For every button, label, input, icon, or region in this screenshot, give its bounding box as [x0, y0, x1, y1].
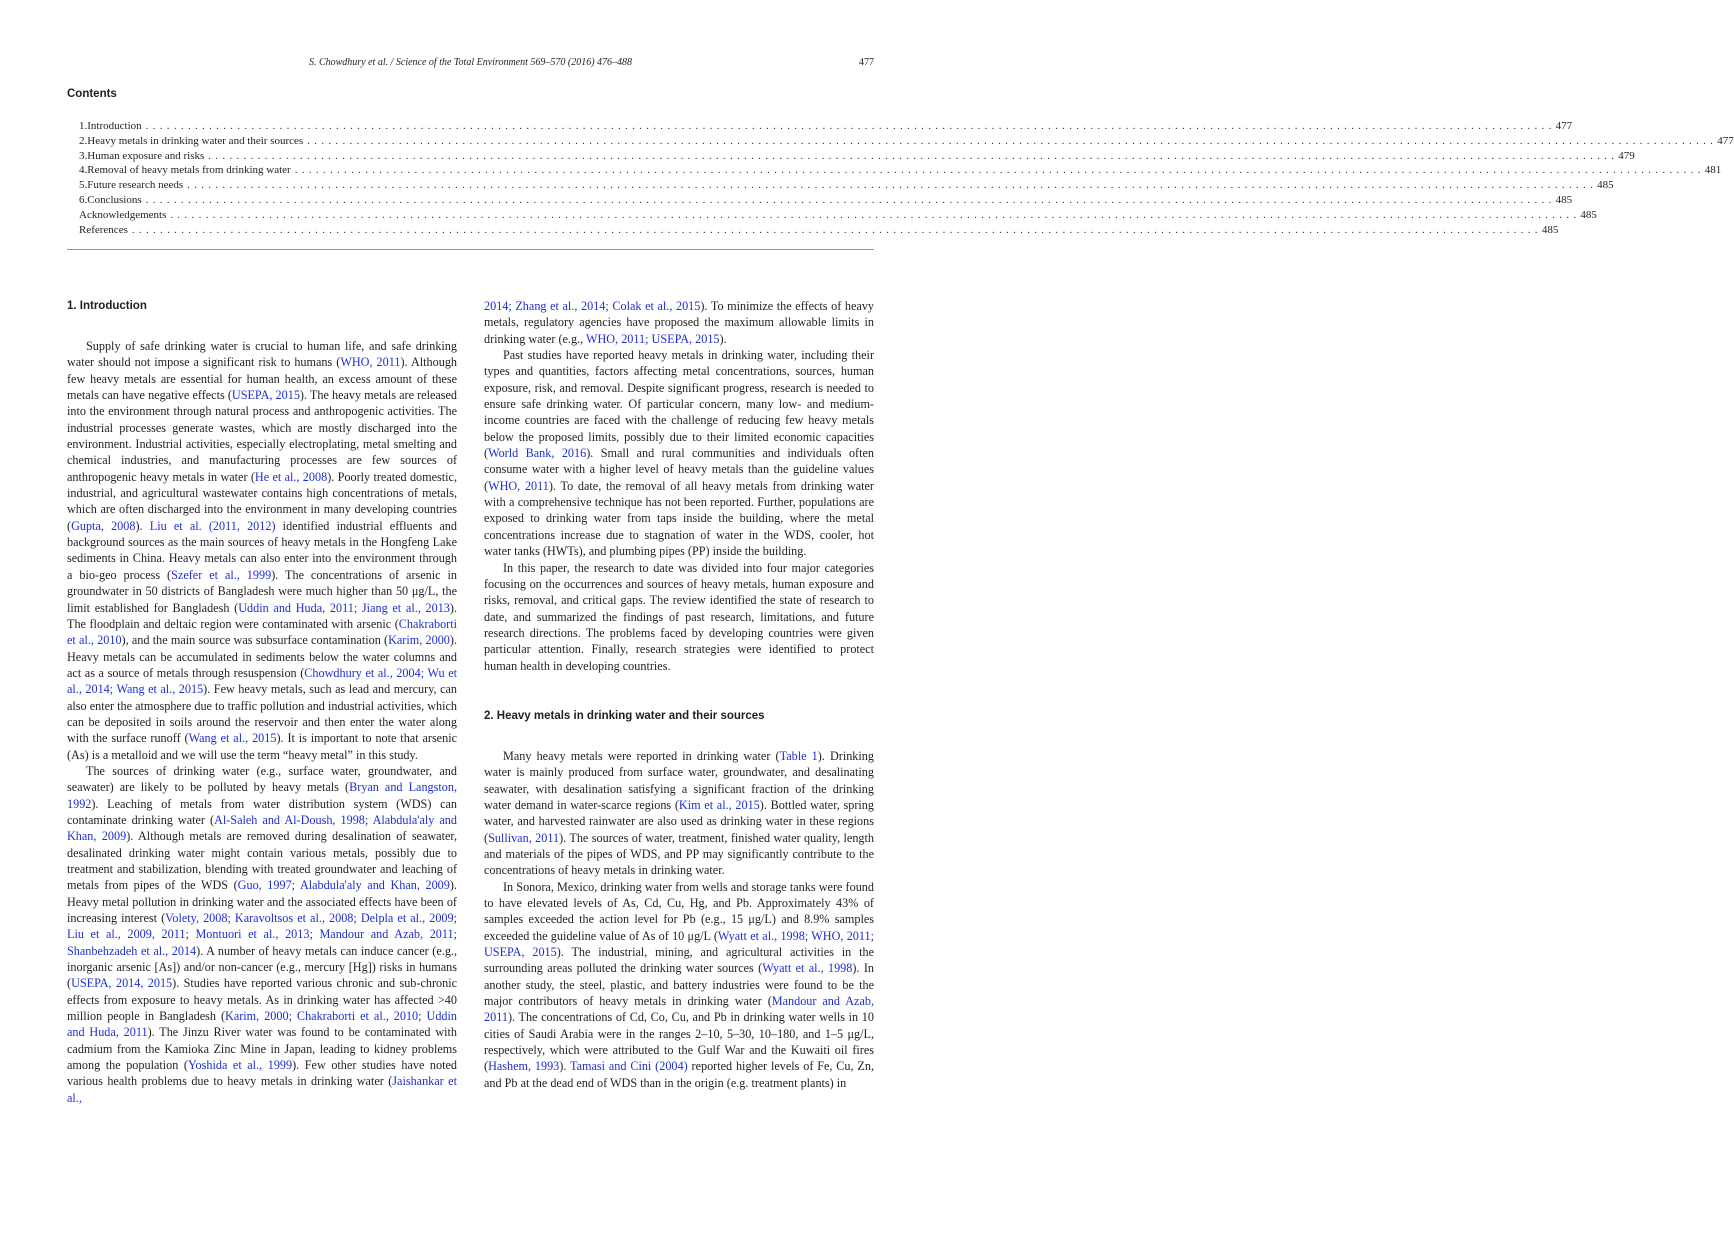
citation-link[interactable]: USEPA, 2015	[231, 388, 300, 403]
paragraph	[484, 879, 874, 1091]
body-text: ). The sources of water, treatment, finished water quality, length and materials of the pipes of WDS, and PP may significantly contribute to the concentrations of heavy metals in drinking water.	[484, 830, 874, 878]
body-text: ). In another study, the steel, plastic, and battery industries were found to be the major contributors of heavy metals in drinking water (	[484, 961, 874, 1009]
citation-link[interactable]: Mandour and Azab, 2011	[484, 994, 874, 1025]
toc-label: Conclusions	[87, 193, 142, 206]
citation-link[interactable]: Al-Saleh and Al-Doush, 1998; Alabdula'aly and Khan, 2009	[67, 812, 457, 844]
body-text: ). The Jinzu River water was found to be contaminated with cadmium from the Kamioka Zinc Mine in Japan, leading to kidney problems among the population (	[67, 1025, 458, 1073]
body-text: ). Few heavy metals, such as lead and mercury, can also enter the atmosphere due to traffic pollution and industrial activities, which can be deposited in soils around the reservoir and then enter the water along with the surface runoff (	[67, 682, 457, 746]
toc-entry[interactable]	[79, 164, 1722, 179]
body-text: identified industrial effluents and background sources as the main sources of heavy metals in the Hongfeng Lake sediments in China. Heavy metals can also enter into the environment through a bio-geo process (	[67, 518, 457, 582]
citation-link[interactable]: Liu et al. (2011, 2012)	[149, 518, 276, 533]
body-text: In Sonora, Mexico, drinking water from wells and storage tanks were found to have elevated levels of As, Cd, Cu, Hg, and Pb. Approximately 43% of samples exceeded the action level for Pb (e.g., 15 μg/L) and 8.9% samples exceeded the guideline value of As of 10 μg/L (	[484, 879, 874, 943]
toc-number: 2.	[79, 134, 88, 147]
toc-entry[interactable]	[79, 149, 1635, 165]
toc-number: 6.	[79, 193, 88, 206]
body-text: Supply of safe drinking water is crucial to human life, and safe drinking water should not impose a significant risk to humans (	[67, 339, 457, 370]
section-heading-introduction: 1. Introduction	[67, 300, 147, 312]
citation-link[interactable]: World Bank, 2016	[488, 446, 587, 461]
toc-label: Future research needs	[87, 179, 184, 192]
table-of-contents	[79, 120, 1734, 238]
citation-link[interactable]: Jaishankar et al.,	[67, 1074, 457, 1105]
body-text: ). Although few heavy metals are essential for human health, an excess amount of these metals can have negative effects (	[67, 355, 458, 403]
toc-leader-dots: ........................................................................................................................................................................................................	[187, 179, 1598, 192]
right-column	[484, 298, 874, 1091]
paragraph	[67, 763, 457, 1106]
citation-link[interactable]: 2014; Zhang et al., 2014; Colak et al., 2015	[484, 299, 701, 313]
page-number: 477	[859, 57, 874, 68]
citation-link[interactable]: WHO, 2011	[340, 355, 401, 370]
body-text: ). Few other studies have noted various health problems due to heavy metals in drinking water (	[67, 1058, 458, 1089]
toc-label: References	[79, 223, 128, 236]
body-text: ). It is important to note that arsenic (As) is a metalloid and we will use the term “heavy metal” in this study.	[67, 731, 457, 762]
citation-link[interactable]: Tamasi and Cini (2004)	[570, 1059, 688, 1074]
body-text: ). The concentrations of Cd, Co, Cu, and Pb in drinking water wells in 10 cities of Saudi Arabia were in the ranges 2–10, 5–30, 10–180, and 1–5 μg/L, respectively, which were attributed to the Gulf War and the Kuwaiti oil fires (	[484, 1010, 874, 1074]
citation-link[interactable]: Bryan and Langston, 1992	[67, 780, 457, 811]
citation-link[interactable]: Kim et al., 2015	[678, 797, 760, 812]
body-text: Past studies have reported heavy metals in drinking water, including their types and quantities, factors affecting metal concentrations, sources, human exposure, risk, and removal. Despite significant progress, research is needed to ensure safe drinking water. Of particular concern, many low- and medium-income countries are faced with the challenge of reducing few heavy metals below the proposed limits, possibly due to their limited economic capacities (	[484, 348, 874, 461]
body-text: ). Leaching of metals from water distribution system (WDS) can contaminate drinking water (	[67, 796, 457, 827]
toc-leader-dots: ........................................................................................................................................................................................................	[294, 164, 1705, 177]
body-text: ). The heavy metals are released into the environment through natural process and anthropogenic activities. The industrial processes generate wastes, which are mostly discharged into the environment. Industrial activities, especially electroplating, metal smelting and chemical industries, and manufacturing processes are few sources of anthropogenic heavy metals in water (	[67, 388, 458, 484]
left-column	[67, 298, 457, 1106]
citation-link[interactable]: Guo, 1997; Alabdula'aly and Khan, 2009	[237, 878, 450, 893]
body-text: ). Although metals are removed during desalination of seawater, desalinated drinking water might contain various metals, possibly due to treatment and stabilization, blending with treated groundwater and leaching of metals from pipes of the WDS (	[67, 829, 457, 893]
paragraph	[484, 748, 874, 879]
toc-entry[interactable]	[79, 120, 1573, 135]
citation-link[interactable]: Wang et al., 2015	[188, 731, 277, 746]
body-text: ). The concentrations of arsenic in groundwater in 50 districts of Bangladesh were much higher than 50 μg/L, the limit established for Bangladesh (	[67, 567, 458, 615]
citation-link[interactable]: USEPA, 2014, 2015	[71, 976, 173, 991]
toc-leader-dots: ........................................................................................................................................................................................................	[145, 193, 1556, 206]
toc-page-number: 485	[1580, 208, 1597, 221]
toc-label: Acknowledgements	[79, 208, 167, 221]
toc-entry[interactable]	[79, 179, 1614, 194]
body-text: ).	[719, 331, 727, 346]
citation-link[interactable]: Karim, 2000; Chakraborti et al., 2010; Uddin and Huda, 2011	[67, 1009, 457, 1040]
body-text: ).	[135, 518, 150, 533]
body-text: ). Studies have reported various chronic and sub-chronic effects from exposure to heavy metals. As in drinking water has affected >40 million people in Bangladesh (	[67, 976, 457, 1024]
toc-entry[interactable]	[79, 134, 1734, 150]
paragraph	[484, 347, 874, 559]
toc-number: 1.	[79, 120, 88, 132]
paragraph	[484, 298, 874, 347]
body-text: ), and the main source was subsurface contamination (	[121, 633, 389, 648]
paragraph	[67, 338, 457, 763]
toc-page-number: 477	[1555, 120, 1573, 132]
toc-label: Introduction	[87, 120, 142, 132]
citation-link[interactable]: Table 1	[779, 748, 818, 763]
toc-page-number: 477	[1717, 134, 1734, 147]
toc-entry[interactable]	[79, 223, 1559, 239]
body-text: In this paper, the research to date was divided into four major categories focusing on the occurrences and sources of heavy metals, human exposure and risks, removal, and critical gaps. The review identified the state of research to date, and summarized the findings of past research, limitations, and future research directions. The problems faced by developing countries were given particular attention. Finally, research strategies were identified to protect human health in developing countries.	[484, 560, 874, 673]
toc-page-number: 485	[1597, 179, 1614, 192]
toc-label: Human exposure and risks	[87, 149, 205, 162]
body-text: ). Heavy metal pollution in drinking water and the associated effects have been of increasing interest (	[67, 878, 457, 926]
body-text: ). The industrial, mining, and agricultural activities in the surrounding areas polluted the drinking water sources (	[484, 945, 874, 976]
citation-link[interactable]: Wyatt et al., 1998	[762, 961, 853, 976]
toc-page-number: 479	[1618, 149, 1635, 162]
toc-leader-dots: ........................................................................................................................................................................................................	[145, 120, 1556, 132]
citation-link[interactable]: Szefer et al., 1999	[171, 567, 272, 582]
paragraph	[484, 560, 874, 674]
toc-entry[interactable]	[79, 193, 1573, 209]
running-title: S. Chowdhury et al. / Science of the Total Environment 569–570 (2016) 476–488	[308, 57, 633, 68]
contents-heading: Contents	[67, 88, 117, 100]
introduction-continued	[484, 298, 874, 674]
body-text: ). Bottled water, spring water, and harvested rainwater are also used as drinking water in these regions (	[484, 797, 874, 845]
body-text: ). Drinking water is mainly produced from surface water, groundwater, and desalinating seawater, with desalination satisfying a significant fraction of the drinking water demand in water-scarce regions (	[484, 748, 874, 812]
body-text: ).	[559, 1059, 571, 1074]
section2-body	[484, 748, 874, 1091]
citation-link[interactable]: Uddin and Huda, 2011; Jiang et al., 2013	[238, 600, 450, 615]
toc-page-number: 485	[1541, 223, 1559, 236]
body-text: ). Heavy metals can be accumulated in sediments below the water columns and act as a source of metals through resuspension (	[67, 633, 458, 680]
toc-leader-dots: ........................................................................................................................................................................................................	[307, 134, 1718, 147]
citation-link[interactable]: Gupta, 2008	[71, 518, 136, 533]
body-text: ). To date, the removal of all heavy metals from drinking water with a comprehensive technique has not been reported. Further, populations are exposed to drinking water from taps inside the building, where the metal concentrations increase due to stagnation of water in the WDS, cooler, hot water tanks (HWTs), and plumbing pipes (PP) inside the building.	[484, 478, 874, 559]
citation-link[interactable]: WHO, 2011; USEPA, 2015	[586, 331, 720, 346]
body-text: ). Small and rural communities and individuals often consume water with a higher level of heavy metals than the guideline values (	[484, 446, 874, 493]
toc-label: Heavy metals in drinking water and their sources	[87, 134, 304, 147]
citation-link[interactable]: Hashem, 1993	[488, 1059, 560, 1074]
body-text: The sources of drinking water (e.g., surface water, groundwater, and seawater) are likely to be polluted by heavy metals (	[67, 763, 457, 795]
body-text: reported higher levels of Fe, Cu, Zn, and Pb at the dead end of WDS than in the origin (e.g. treatment plants) in	[484, 1059, 875, 1090]
citation-link[interactable]: WHO, 2011	[488, 478, 549, 493]
introduction-body	[67, 338, 457, 1106]
citation-link[interactable]: Yoshida et al., 1999	[187, 1058, 293, 1073]
body-text: ). Poorly treated domestic, industrial, and agricultural wastewater contains high concentrations of metals, which are often discharged into the environment in many developing countries (	[67, 469, 457, 533]
toc-leader-dots: ........................................................................................................................................................................................................	[170, 208, 1581, 221]
citation-link[interactable]: Sullivan, 2011	[488, 830, 560, 845]
body-text: Many heavy metals were reported in drinking water (	[503, 748, 780, 763]
citation-link[interactable]: Chowdhury et al., 2004; Wu et al., 2014; Wang et al., 2015	[67, 665, 457, 697]
body-text: ). A number of heavy metals can induce cancer (e.g., inorganic arsenic [As]) and/or non-cancer (e.g., mercury [Hg]) risks in humans (	[67, 943, 458, 991]
citation-link[interactable]: Chakraborti et al., 2010	[67, 616, 457, 648]
citation-link[interactable]: Karim, 2000	[388, 633, 450, 648]
toc-leader-dots: ........................................................................................................................................................................................................	[131, 223, 1542, 236]
citation-link[interactable]: He et al., 2008	[254, 469, 328, 484]
citation-link[interactable]: Volety, 2008; Karavoltsos et al., 2008; Delpla et al., 2009; Liu et al., 2009, 2011; Montuori et al., 2013; Mandour and Azab, 2011; Shanbehzadeh et al., 2014	[67, 911, 457, 958]
toc-label: Removal of heavy metals from drinking water	[87, 164, 291, 177]
toc-leader-dots: ........................................................................................................................................................................................................	[208, 149, 1619, 162]
body-text: ). To minimize the effects of heavy metals, regulatory agencies have proposed the maximum allowable limits in drinking water (e.g.,	[484, 299, 875, 346]
toc-page-number: 485	[1555, 193, 1573, 206]
toc-number: 5.	[79, 179, 88, 192]
toc-page-number: 481	[1704, 164, 1722, 177]
citation-link[interactable]: Wyatt et al., 1998; WHO, 2011; USEPA, 2015	[484, 928, 875, 960]
section-heading-heavy-metals: 2. Heavy metals in drinking water and their sources	[484, 709, 765, 722]
body-text: ). The floodplain and deltaic region were contaminated with arsenic (	[67, 600, 458, 631]
toc-number: 4.	[79, 164, 88, 177]
toc-entry[interactable]	[79, 208, 1597, 224]
divider	[67, 249, 874, 250]
toc-number: 3.	[79, 149, 88, 162]
